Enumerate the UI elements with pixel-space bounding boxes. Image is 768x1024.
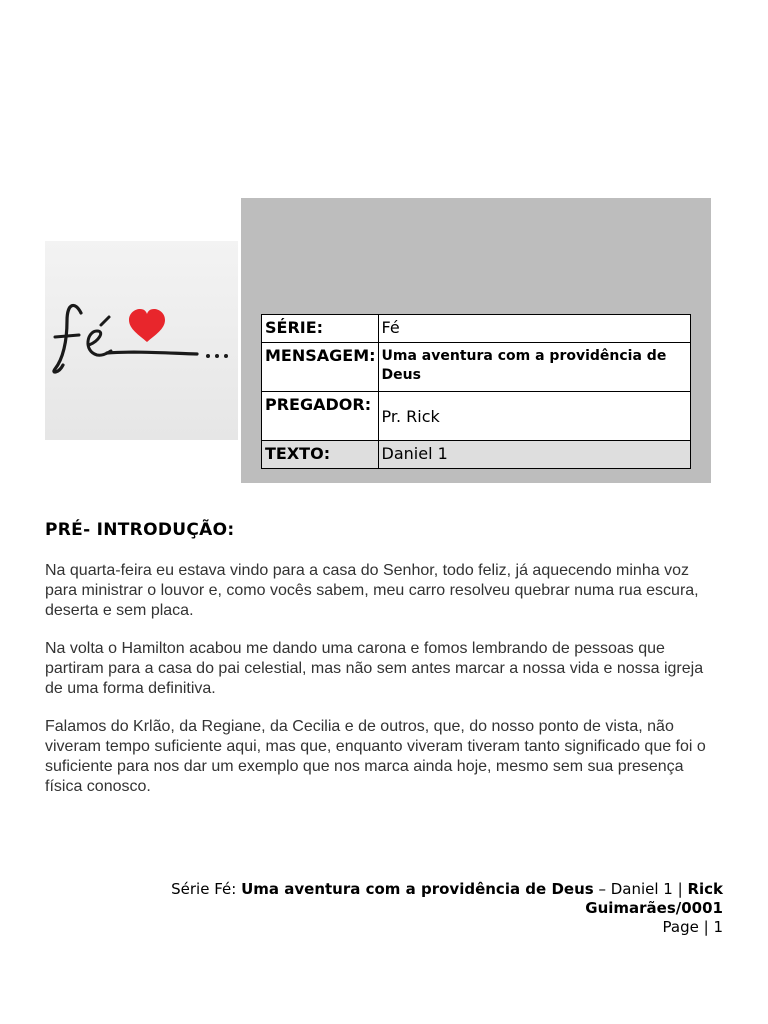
sermon-info-table [261,314,691,469]
section-title: PRÉ- INTRODUÇÃO: [45,520,235,540]
label-texto: TEXTO: [262,441,379,469]
footer-message: Uma aventura com a providência de Deus [241,880,594,898]
logo-dot-2 [215,354,219,358]
logo-underline [107,352,197,354]
logo-accent [101,317,109,325]
paragraph-2: Na volta o Hamilton acabou me dando uma carona e fomos lembrando de pessoas que partiram para a casa do pai celestial, mas não sem antes marcar a nossa vida e nossa igreja de uma forma definitiva. [45,640,704,697]
value-mensagem: Uma aventura com a providência de Deus [378,343,690,392]
label-mensagem: MENSAGEM: [262,343,379,392]
page-footer [143,880,723,937]
header-panel [241,198,711,483]
paragraph-1: Na quarta-feira eu estava vindo para a casa do Senhor, todo feliz, já aquecendo minha voz para ministrar o louvor e, como vocês sabem, meu carro resolveu quebrar numa rua escura, deserta e sem placa. [45,562,699,619]
body-text [45,561,725,815]
table-row-pregador [262,392,691,441]
table-row-texto [262,441,691,469]
footer-reference: – Daniel 1 | [593,880,688,898]
logo-f-crossbar [55,335,79,337]
paragraph-3: Falamos do Krlão, da Regiane, da Cecilia e de outros, que, do nosso ponto de vista, não viveram tempo suficiente aqui, mas que, enquanto viveram tiveram tanto significado que foi o suficiente para nos dar um exemplo que nos marca ainda hoje, mesmo sem sua presença física conosco. [45,718,706,795]
logo-dot-3 [224,354,228,358]
footer-citation [143,880,723,918]
label-pregador: PREGADOR: [262,392,379,441]
label-serie: SÉRIE: [262,315,379,343]
logo-artwork [45,241,238,440]
heart-icon [129,309,165,342]
table-row-serie [262,315,691,343]
value-serie: Fé [378,315,690,343]
footer-page-number: Page | 1 [662,918,723,936]
logo-dot-1 [206,354,210,358]
value-pregador: Pr. Rick [378,392,690,441]
footer-author: Rick Guimarães/0001 [585,880,723,917]
table-row-mensagem [262,343,691,392]
footer-series-prefix: Série Fé: [171,880,242,898]
series-logo [45,241,238,440]
logo-letter-f [54,305,81,372]
value-texto: Daniel 1 [378,441,690,469]
